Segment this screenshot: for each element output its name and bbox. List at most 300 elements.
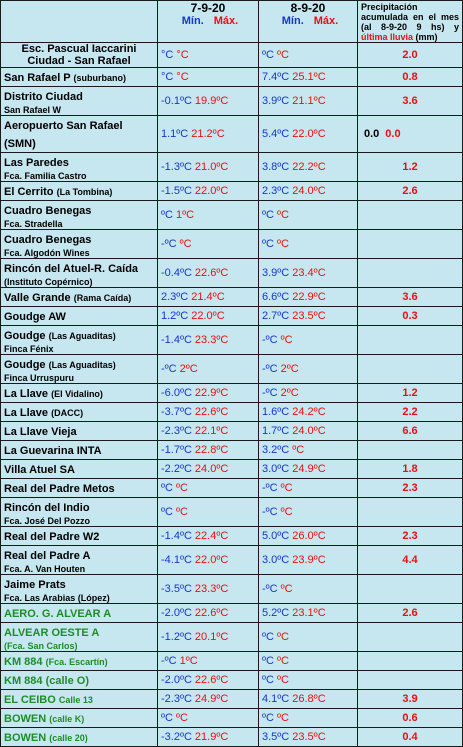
table-row xyxy=(1,728,463,747)
station-name xyxy=(4,186,112,198)
day1-min: -6.0ºC xyxy=(161,387,192,399)
precip-cell xyxy=(358,422,463,441)
station-cell xyxy=(1,307,158,326)
station-name xyxy=(4,263,138,275)
station-name-text: Real del Padre W2 xyxy=(4,531,100,543)
day1-temps xyxy=(158,690,259,709)
day2-max: ºC xyxy=(276,238,289,250)
station-location: Finca Fénix xyxy=(4,344,54,354)
day1-temps xyxy=(158,671,259,690)
day1-temps xyxy=(158,422,259,441)
station-name xyxy=(4,483,115,495)
precip-last: 2.6 xyxy=(402,185,418,197)
station-name xyxy=(4,120,123,150)
station-name-text: San Rafael P xyxy=(4,72,71,84)
day2-temps xyxy=(259,422,358,441)
day1-max: 2ºC xyxy=(179,363,198,375)
day2-max: 24.0ºC xyxy=(292,185,326,197)
day2-temps xyxy=(259,527,358,546)
day2-min: 7.4ºC xyxy=(262,71,290,83)
table-row xyxy=(1,546,463,575)
precip-cell xyxy=(358,307,463,326)
day1-temps xyxy=(158,87,259,116)
day2-min: 5.2ºC xyxy=(262,607,290,619)
table-row xyxy=(1,355,463,384)
station-cell xyxy=(1,479,158,498)
table-row xyxy=(1,403,463,422)
station-name-text: Goudge xyxy=(4,359,46,371)
station-name-note: (Fca. Escartín) xyxy=(45,657,108,667)
day1-max: 22.6ºC xyxy=(194,674,229,686)
station-name-text: Cuadro Benegas xyxy=(4,234,92,246)
station-name xyxy=(4,407,83,419)
day1-max: 1ºC xyxy=(179,655,198,667)
header-precipitation xyxy=(358,1,463,43)
station-name xyxy=(4,311,66,323)
day2-min: 3.0ºC xyxy=(262,554,290,566)
day2-min: 2.3ºC xyxy=(262,185,290,197)
precip-cell xyxy=(358,652,463,671)
precip-last: 6.6 xyxy=(402,425,418,437)
table-row xyxy=(1,43,463,68)
station-name xyxy=(4,157,69,169)
station-name-note: (suburbano) xyxy=(73,73,127,83)
station-name-note: (calle K) xyxy=(49,714,85,724)
station-name-text: Villa Atuel SA xyxy=(4,464,75,476)
day1-max: 23.3ºC xyxy=(194,334,229,346)
station-name-text: BOWEN xyxy=(4,732,47,744)
day2-temps xyxy=(259,575,358,604)
station-cell xyxy=(1,441,158,460)
station-name-text: AERO. G. ALVEAR A xyxy=(4,608,112,620)
station-name-note: (La Tombina) xyxy=(56,187,113,197)
day1-min: -1.3ºC xyxy=(161,161,192,173)
day2-min: 6.6ºC xyxy=(262,291,290,303)
station-location: Fca. A. Van Houten xyxy=(4,564,86,574)
header-row xyxy=(1,1,463,43)
precip-cell xyxy=(358,116,463,153)
station-cell xyxy=(1,575,158,604)
station-cell xyxy=(1,460,158,479)
day2-max: 22.2ºC xyxy=(292,161,326,173)
station-name-text: Goudge xyxy=(4,330,46,342)
precip-cell xyxy=(358,479,463,498)
precip-cell xyxy=(358,403,463,422)
day1-max: 19.9ºC xyxy=(194,95,229,107)
precip-cell xyxy=(358,709,463,728)
day2-temps xyxy=(259,623,358,652)
table-row xyxy=(1,422,463,441)
day1-max: 20.1ºC xyxy=(194,631,229,643)
day2-max: ºC xyxy=(276,631,289,643)
precip-last: 0.6 xyxy=(402,712,418,724)
precip-cell xyxy=(358,460,463,479)
table-row xyxy=(1,116,463,153)
station-name-note: (Rama Caída) xyxy=(73,293,132,303)
day1-temps xyxy=(158,384,259,403)
station-name-note: (El Vidalino) xyxy=(51,389,103,399)
day2-temps xyxy=(259,87,358,116)
table-row xyxy=(1,460,463,479)
precip-last: 4.4 xyxy=(402,554,418,566)
day1-min: -2.0ºC xyxy=(161,674,192,686)
station-name xyxy=(4,91,83,103)
day1-temps xyxy=(158,546,259,575)
station-location: Fca. Stradella xyxy=(4,219,63,229)
day1-min: 1.2ºC xyxy=(161,310,189,322)
day1-min: -1.4ºC xyxy=(161,530,192,542)
station-name xyxy=(4,72,126,84)
day2-temps xyxy=(259,307,358,326)
day2-min: -ºC xyxy=(262,506,278,518)
station-name-text: Valle Grande xyxy=(4,292,71,304)
day1-temps xyxy=(158,182,259,201)
day1-temps xyxy=(158,527,259,546)
precip-cell xyxy=(358,575,463,604)
day1-max: 21.2ºC xyxy=(191,128,225,140)
station-name xyxy=(4,234,91,246)
station-name xyxy=(4,426,77,438)
table-row xyxy=(1,652,463,671)
precip-cell xyxy=(358,230,463,259)
precip-last: 2.2 xyxy=(402,406,418,418)
station-name xyxy=(4,43,154,67)
precip-cell xyxy=(358,623,463,652)
precip-cell xyxy=(358,671,463,690)
day2-max: 2ºC xyxy=(280,363,299,375)
station-name xyxy=(4,502,90,514)
station-cell xyxy=(1,288,158,307)
station-location: San Rafael W xyxy=(4,105,62,115)
station-name xyxy=(4,675,89,687)
day2-min: ºC xyxy=(262,631,274,643)
day1-temps xyxy=(158,575,259,604)
day2-max: 23.1ºC xyxy=(292,607,326,619)
day2-min: ºC xyxy=(262,712,274,724)
precip-last: 2.3 xyxy=(402,482,418,494)
day1-max: 22.6ºC xyxy=(194,607,229,619)
day2-max: ºC xyxy=(276,712,289,724)
day1-temps xyxy=(158,460,259,479)
min-label-1: Mín. xyxy=(181,15,204,27)
day2-temps xyxy=(259,690,358,709)
day2-min: ºC xyxy=(262,238,274,250)
precip-last: 1.2 xyxy=(402,387,418,399)
station-name-text: Rincón del Indio xyxy=(4,502,90,514)
day1-min: -2.3ºC xyxy=(161,425,192,437)
precip-last: 2.6 xyxy=(402,607,418,619)
day1-min: -0.1ºC xyxy=(161,95,192,107)
min-label-2: Mín. xyxy=(281,15,304,27)
station-cell xyxy=(1,604,158,623)
station-name-text: Real del Padre Metos xyxy=(4,483,115,495)
day1-temps xyxy=(158,652,259,671)
day2-min: 3.5ºC xyxy=(262,731,290,743)
day1-min: -4.1ºC xyxy=(161,554,192,566)
day2-min: -ºC xyxy=(262,334,278,346)
station-name-text: La Guevarina INTA xyxy=(4,445,102,457)
station-name-text: EL CEIBO xyxy=(4,694,56,706)
day1-max: 22.1ºC xyxy=(194,425,229,437)
station-cell xyxy=(1,546,158,575)
station-name-text: Rincón del Atuel-R. Caída xyxy=(4,263,139,275)
station-name xyxy=(4,445,102,457)
table-row xyxy=(1,671,463,690)
day1-temps xyxy=(158,259,259,288)
day1-temps xyxy=(158,479,259,498)
day2-temps xyxy=(259,728,358,747)
station-name-text: Real del Padre A xyxy=(4,550,91,562)
precip-last-label: última lluvia xyxy=(361,32,414,42)
day2-max: 23.5ºC xyxy=(292,310,326,322)
date-1: 7-9-20 xyxy=(190,1,226,15)
day1-max: 24.0ºC xyxy=(194,463,229,475)
day1-temps xyxy=(158,116,259,153)
precip-last: 2.0 xyxy=(402,49,418,61)
station-name-text: Aeropuerto San Rafael (SMN) xyxy=(4,120,123,150)
day2-max: ºC xyxy=(280,583,293,595)
table-row xyxy=(1,87,463,116)
precip-last: 1.2 xyxy=(402,161,418,173)
day2-min: -ºC xyxy=(262,363,278,375)
station-name-note: (calle 20) xyxy=(49,733,88,743)
precip-last: 0.8 xyxy=(402,71,418,83)
station-name-text: ALVEAR OESTE A xyxy=(4,627,100,639)
day1-min: ºC xyxy=(161,506,173,518)
day2-min: 2.7ºC xyxy=(262,310,290,322)
precip-month: 0.0 xyxy=(364,128,380,140)
precip-cell xyxy=(358,384,463,403)
day2-max: ºC xyxy=(280,334,293,346)
station-name xyxy=(4,627,99,639)
day1-min: -3.7ºC xyxy=(161,406,192,418)
station-name-note: Calle 13 xyxy=(58,695,93,705)
day2-temps xyxy=(259,326,358,355)
station-name xyxy=(4,531,99,543)
precip-last: 0.0 xyxy=(385,128,401,140)
day1-min: -0.4ºC xyxy=(161,267,192,279)
precip-cell xyxy=(358,728,463,747)
station-name xyxy=(4,388,103,400)
day2-temps xyxy=(259,153,358,182)
day1-max: 22.0ºC xyxy=(191,310,225,322)
day2-max: ºC xyxy=(276,655,289,667)
table-row xyxy=(1,230,463,259)
station-name-note: (Las Aguaditas) xyxy=(48,331,116,341)
station-name xyxy=(4,732,88,744)
station-location: Fca. José Del Pozzo xyxy=(4,516,91,526)
day2-temps xyxy=(259,546,358,575)
station-name-text: El Cerrito xyxy=(4,186,54,198)
day2-temps xyxy=(259,43,358,68)
station-name-text: Esc. Pascual Iaccarini Ciudad - San Rafael xyxy=(21,43,137,67)
station-name xyxy=(4,205,91,217)
day1-temps xyxy=(158,307,259,326)
day2-min: -ºC xyxy=(262,387,278,399)
day2-max: 24.2ºC xyxy=(292,406,326,418)
table-row xyxy=(1,575,463,604)
day1-temps xyxy=(158,728,259,747)
precip-cell xyxy=(358,355,463,384)
day2-temps xyxy=(259,604,358,623)
day2-max: 22.9ºC xyxy=(292,291,326,303)
station-name xyxy=(4,608,111,620)
station-cell xyxy=(1,498,158,527)
day2-temps xyxy=(259,259,358,288)
day1-max: 23.3ºC xyxy=(194,583,229,595)
day2-temps xyxy=(259,671,358,690)
station-cell xyxy=(1,422,158,441)
day1-min: ºC xyxy=(161,712,173,724)
day2-temps xyxy=(259,384,358,403)
day2-min: 3.2ºC xyxy=(262,444,290,456)
station-cell xyxy=(1,201,158,230)
precip-cell xyxy=(358,546,463,575)
day1-temps xyxy=(158,153,259,182)
day2-max: 22.0ºC xyxy=(292,128,326,140)
day2-min: ºC xyxy=(262,674,274,686)
day2-min: 1.6ºC xyxy=(262,406,290,418)
day2-max: 21.1ºC xyxy=(292,95,326,107)
day1-temps xyxy=(158,230,259,259)
station-location: (Instituto Copérnico) xyxy=(4,277,93,287)
header-day-2 xyxy=(259,1,358,43)
day1-temps xyxy=(158,604,259,623)
day1-temps xyxy=(158,288,259,307)
table-row xyxy=(1,690,463,709)
precip-last: 3.9 xyxy=(402,693,418,705)
station-name-text: KM 884 (calle O) xyxy=(4,675,89,687)
station-cell xyxy=(1,403,158,422)
station-cell xyxy=(1,68,158,87)
precip-cell xyxy=(358,326,463,355)
day1-min: -1.5ºC xyxy=(161,185,192,197)
day2-min: 5.0ºC xyxy=(262,530,290,542)
day1-max: 1ºC xyxy=(175,209,195,221)
station-name xyxy=(4,330,116,342)
day2-max: ºC xyxy=(280,506,293,518)
day1-max: °C xyxy=(176,49,189,61)
day2-temps xyxy=(259,68,358,87)
day2-max: 2ºC xyxy=(280,387,299,399)
day2-min: 3.0ºC xyxy=(262,463,290,475)
day1-temps xyxy=(158,201,259,230)
station-name xyxy=(4,292,131,304)
precip-cell xyxy=(358,201,463,230)
precip-last: 0.4 xyxy=(402,731,418,743)
day2-temps xyxy=(259,116,358,153)
station-name xyxy=(4,359,116,371)
station-cell xyxy=(1,182,158,201)
station-name xyxy=(4,579,66,591)
precip-last: 1.8 xyxy=(402,463,418,475)
day2-max: 26.8ºC xyxy=(292,693,326,705)
day2-temps xyxy=(259,498,358,527)
station-name-text: Distrito Ciudad xyxy=(4,91,83,103)
precip-cell xyxy=(358,498,463,527)
day1-min: ºC xyxy=(161,209,173,221)
station-name xyxy=(4,464,75,476)
table-row xyxy=(1,182,463,201)
station-rows xyxy=(1,43,463,747)
day1-max: 22.0ºC xyxy=(194,554,229,566)
station-location: (Fca. San Carlos) xyxy=(4,641,78,651)
day1-max: 21.9ºC xyxy=(194,731,229,743)
precip-cell xyxy=(358,153,463,182)
station-cell xyxy=(1,230,158,259)
day1-temps xyxy=(158,709,259,728)
precip-cell xyxy=(358,87,463,116)
day1-min: -1.2ºC xyxy=(161,631,192,643)
day2-temps xyxy=(259,288,358,307)
day2-min: 3.9ºC xyxy=(262,267,290,279)
table-row xyxy=(1,201,463,230)
day1-min: -ºC xyxy=(161,238,177,250)
day1-temps xyxy=(158,68,259,87)
day2-min: ºC xyxy=(262,655,274,667)
station-name-text: La Llave xyxy=(4,407,49,419)
day2-max: 24.0ºC xyxy=(292,425,326,437)
station-name xyxy=(4,656,108,668)
day2-max: ºC xyxy=(276,49,289,61)
station-cell xyxy=(1,87,158,116)
station-name-note: (Las Aguaditas) xyxy=(48,360,116,370)
precip-text: Precipitación acumulada en el mes (al 8-9-20 9 hs) y xyxy=(361,2,459,32)
day2-min: 3.8ºC xyxy=(262,161,290,173)
day2-temps xyxy=(259,230,358,259)
table-row xyxy=(1,384,463,403)
day1-min: -1.7ºC xyxy=(161,444,192,456)
day2-temps xyxy=(259,201,358,230)
day2-min: ºC xyxy=(262,209,274,221)
table-row xyxy=(1,604,463,623)
station-cell xyxy=(1,671,158,690)
day1-min: °C xyxy=(161,71,174,83)
precip-cell xyxy=(358,690,463,709)
precip-cell xyxy=(358,441,463,460)
day2-max: 23.9ºC xyxy=(292,554,326,566)
station-name-text: Cuadro Benegas xyxy=(4,205,92,217)
day2-temps xyxy=(259,403,358,422)
day1-max: ºC xyxy=(175,506,188,518)
table-row xyxy=(1,153,463,182)
station-cell xyxy=(1,326,158,355)
day1-min: °C xyxy=(161,49,174,61)
station-name xyxy=(4,694,93,706)
day1-min: -3.5ºC xyxy=(161,583,192,595)
day1-min: ºC xyxy=(161,482,173,494)
day2-temps xyxy=(259,182,358,201)
station-cell xyxy=(1,527,158,546)
day1-min: -2.3ºC xyxy=(161,693,192,705)
day2-max: 23.4ºC xyxy=(292,267,326,279)
precip-cell xyxy=(358,288,463,307)
station-location: Fca. Algodón Wines xyxy=(4,248,90,258)
station-name xyxy=(4,713,84,725)
precip-unit: (mm) xyxy=(415,32,438,42)
day2-min: -ºC xyxy=(262,583,278,595)
station-cell xyxy=(1,153,158,182)
station-name-text: Las Paredes xyxy=(4,157,69,169)
day1-temps xyxy=(158,498,259,527)
day1-max: 21.0ºC xyxy=(194,161,229,173)
precip-cell xyxy=(358,604,463,623)
precip-cell xyxy=(358,182,463,201)
station-name-text: Jaime Prats xyxy=(4,579,66,591)
date-2: 8-9-20 xyxy=(290,1,326,15)
table-row xyxy=(1,288,463,307)
precip-cell xyxy=(358,527,463,546)
